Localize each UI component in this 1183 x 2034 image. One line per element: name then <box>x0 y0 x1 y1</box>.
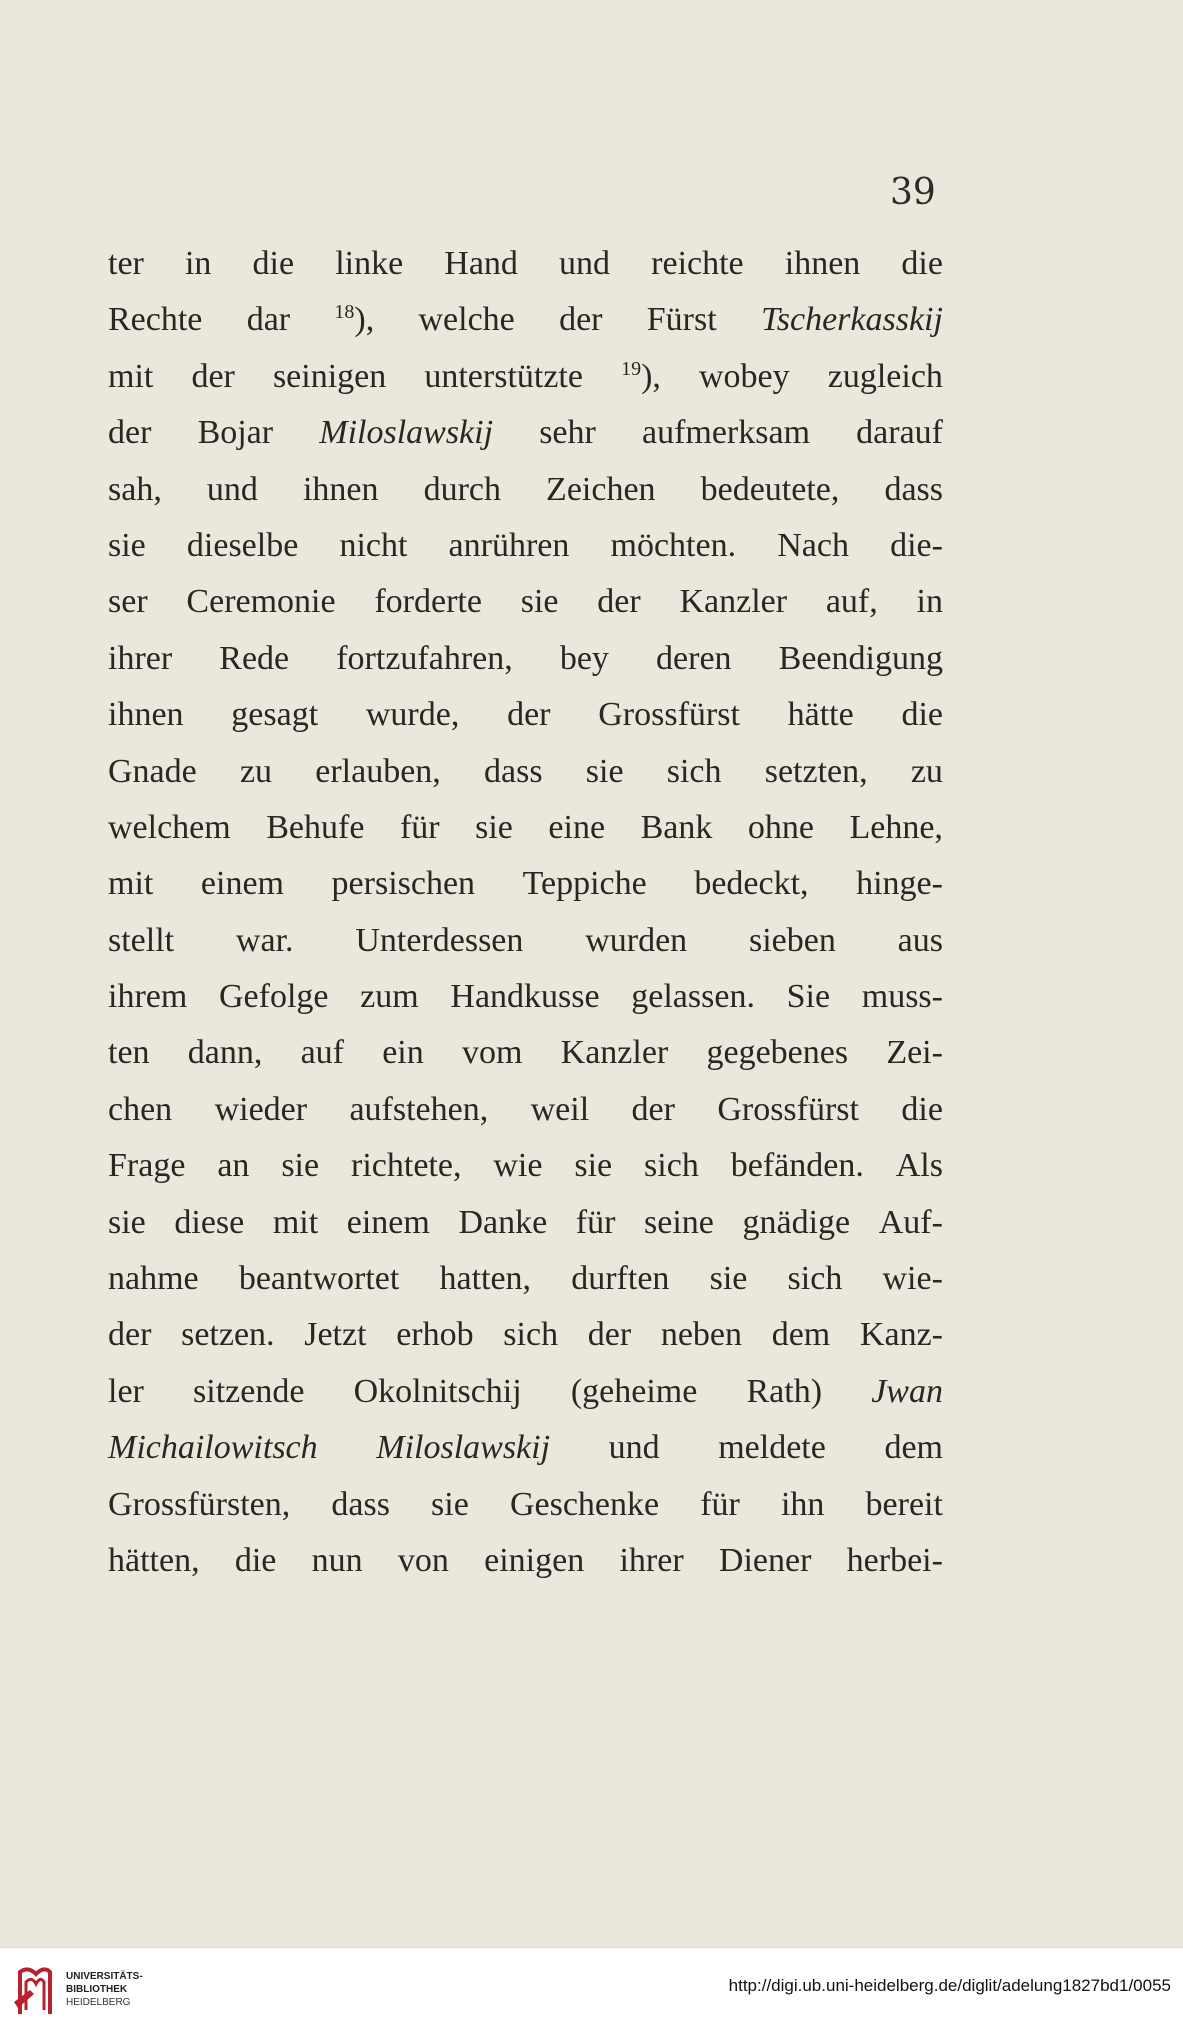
word: erhob <box>396 1316 474 1354</box>
word: der <box>559 301 603 339</box>
word: der <box>507 696 551 734</box>
word: setzten, <box>764 752 868 790</box>
word: nahme <box>108 1260 199 1298</box>
word: sitzende <box>193 1372 305 1410</box>
source-url[interactable]: http://digi.ub.uni-heidelberg.de/diglit/adelung1827bd1/0055 <box>728 1976 1171 1995</box>
word: Lehne, <box>849 808 943 846</box>
word: hätten, <box>108 1541 200 1579</box>
word: der <box>108 414 152 452</box>
word: sehr <box>539 414 596 452</box>
word: für <box>575 1203 616 1241</box>
word: persischen <box>331 865 476 903</box>
word: Beendigung <box>778 639 943 677</box>
word: Danke <box>458 1203 548 1241</box>
text-line <box>108 1138 943 1194</box>
word: Bojar <box>197 414 274 452</box>
text-line <box>108 744 943 800</box>
word: sah, <box>108 470 162 508</box>
word: muss- <box>861 978 943 1016</box>
word: Grossfürst <box>717 1090 859 1128</box>
word: möchten. <box>610 526 737 564</box>
text-line <box>108 1364 943 1420</box>
text-line <box>108 574 943 630</box>
word: Sie <box>786 978 831 1016</box>
word: ihrem <box>108 978 188 1016</box>
text-line <box>108 800 943 856</box>
word: Kanzler <box>679 583 788 621</box>
word: ihnen <box>302 470 379 508</box>
library-name-line3: HEIDELBERG <box>66 1997 131 2008</box>
word: die <box>234 1541 277 1579</box>
word: ter <box>108 245 144 282</box>
word: eine <box>548 808 606 846</box>
word: für <box>399 808 440 846</box>
word: ihn <box>780 1485 825 1523</box>
text-line <box>108 1420 943 1476</box>
word: meldete <box>718 1429 826 1467</box>
word: wieder <box>214 1090 308 1128</box>
text-line <box>108 687 943 743</box>
word: vom <box>461 1034 523 1072</box>
text-line <box>108 1082 943 1138</box>
word: und <box>559 245 611 282</box>
word: ihrer <box>108 639 173 677</box>
word: sie <box>108 1203 146 1241</box>
word: hinge- <box>856 865 943 903</box>
word: sie <box>585 752 624 790</box>
word: darauf <box>856 414 943 452</box>
word: dem <box>884 1429 943 1467</box>
word: weil <box>530 1090 590 1128</box>
word: von <box>397 1541 449 1579</box>
word: wobey <box>699 357 790 395</box>
word: Grossfürsten, <box>108 1485 291 1523</box>
word: Miloslawskij <box>319 414 494 452</box>
word: nun <box>311 1541 363 1579</box>
word: einem <box>346 1203 430 1241</box>
word: sie <box>475 808 513 846</box>
word: Ceremonie <box>186 583 336 621</box>
word: Kanz- <box>859 1316 943 1354</box>
text-line <box>108 969 943 1025</box>
word: dieselbe <box>186 526 299 564</box>
word: für <box>700 1485 740 1523</box>
word: linke <box>335 245 404 282</box>
word: war. <box>235 921 294 959</box>
text-line <box>108 292 943 348</box>
word: bedeutete, <box>700 470 840 508</box>
word: reichte <box>651 245 744 282</box>
word: hätte <box>787 696 854 734</box>
word: dann, <box>187 1034 263 1072</box>
word: einem <box>200 865 284 903</box>
word: auf, <box>825 583 878 621</box>
word: seinigen <box>272 357 387 395</box>
footnote-ref <box>334 292 354 348</box>
text-line <box>108 1533 943 1589</box>
word: sich <box>787 1260 843 1298</box>
library-name <box>66 1970 143 2009</box>
library-logo[interactable] <box>10 1962 170 2022</box>
text-line <box>108 1251 943 1307</box>
word: wie- <box>882 1260 943 1298</box>
word: der <box>631 1090 675 1128</box>
word: neben <box>660 1316 743 1354</box>
word: Grossfürst <box>598 696 740 734</box>
word: ihnen <box>784 245 861 282</box>
footnote-group <box>621 349 661 405</box>
word: Nach <box>777 526 849 564</box>
word: der <box>597 583 641 621</box>
word: die <box>252 245 295 282</box>
word: der <box>191 357 235 395</box>
word: wie <box>493 1147 543 1185</box>
word: ihnen <box>108 696 184 734</box>
word: Als <box>895 1147 943 1185</box>
word: Zei- <box>886 1034 943 1072</box>
word: beantwortet <box>238 1260 400 1298</box>
word: sie <box>281 1147 320 1185</box>
word: ihrer <box>619 1541 684 1579</box>
text-line <box>108 856 943 912</box>
word: Miloslawskij <box>376 1429 551 1467</box>
word: Kanzler <box>560 1034 669 1072</box>
word: Unterdessen <box>355 921 524 959</box>
word: nicht <box>339 526 408 564</box>
text-line <box>108 236 943 292</box>
word: dass <box>884 470 943 508</box>
word: sie <box>108 526 146 564</box>
word: in <box>916 583 943 621</box>
word: dass <box>331 1485 390 1523</box>
word: Gnade <box>108 752 197 790</box>
word: Frage <box>108 1147 186 1185</box>
word: Fürst <box>646 301 717 339</box>
word: fortzufahren, <box>336 639 513 677</box>
word: mit <box>272 1203 319 1241</box>
word: zu <box>910 752 943 790</box>
word: einigen <box>484 1541 585 1579</box>
word: der <box>587 1316 632 1354</box>
library-name-line2: BIBLIOTHEK <box>66 1984 128 1995</box>
word: auf <box>300 1034 344 1072</box>
footer-bar <box>0 1947 1183 2034</box>
footnote-group <box>334 292 374 348</box>
word: zu <box>239 752 273 790</box>
word: aufstehen, <box>349 1090 489 1128</box>
word: Rechte <box>108 301 203 339</box>
word: diese <box>174 1203 245 1241</box>
body-text <box>108 236 943 1589</box>
word: durften <box>571 1260 670 1298</box>
word: Teppiche <box>522 865 647 903</box>
word: dar <box>246 301 291 339</box>
word: ler <box>108 1372 144 1410</box>
word: sich <box>644 1147 699 1185</box>
word: (geheime <box>570 1372 698 1410</box>
word: Auf- <box>878 1203 943 1241</box>
word: forderte <box>374 583 482 621</box>
footnote-number: 19 <box>621 357 642 380</box>
text-line <box>108 518 943 574</box>
word: wurde, <box>365 696 460 734</box>
word: wurden <box>585 921 688 959</box>
word: sie <box>431 1485 469 1523</box>
word: dem <box>771 1316 831 1354</box>
word: aufmerksam <box>641 414 811 452</box>
library-name-line1: UNIVERSITÄTS- <box>66 1971 143 1982</box>
word: chen <box>108 1090 173 1128</box>
word: herbei- <box>846 1541 943 1579</box>
word: Michailowitsch <box>108 1429 318 1467</box>
word: zugleich <box>827 357 943 395</box>
word: die- <box>890 526 943 564</box>
word: zum <box>360 978 419 1016</box>
word: die <box>901 1090 943 1128</box>
word: sie <box>709 1260 748 1298</box>
word: mit <box>108 357 154 395</box>
word: Jetzt <box>304 1316 367 1354</box>
word: seine <box>644 1203 714 1241</box>
word: ), <box>354 301 375 339</box>
word: bey <box>559 639 609 677</box>
word: Diener <box>718 1541 812 1579</box>
word: durch <box>423 470 501 508</box>
text-line <box>108 631 943 687</box>
text-line <box>108 1195 943 1251</box>
word: Jwan <box>871 1372 943 1410</box>
word: hatten, <box>439 1260 532 1298</box>
word: Geschenke <box>509 1485 660 1523</box>
text-line <box>108 349 943 405</box>
word: unterstützte <box>424 357 583 395</box>
word: Okolnitschij <box>353 1372 522 1410</box>
word: der <box>108 1316 152 1354</box>
word: Rath) <box>746 1372 823 1410</box>
university-seal-icon <box>10 1964 56 2016</box>
word: deren <box>656 639 732 677</box>
word: sieben <box>748 921 836 959</box>
word: Behufe <box>266 808 365 846</box>
word: die <box>901 245 943 282</box>
word: gnädige <box>742 1203 851 1241</box>
page-number: 39 <box>890 172 936 213</box>
word: Tscherkasskij <box>760 301 943 339</box>
word: bedeckt, <box>694 865 809 903</box>
word: anrühren <box>448 526 570 564</box>
word: ohne <box>747 808 814 846</box>
word: Gefolge <box>218 978 329 1016</box>
word: richtete, <box>351 1147 462 1185</box>
footnote-number: 18 <box>334 301 355 324</box>
word: ser <box>108 583 148 621</box>
word: gegebenes <box>706 1034 849 1072</box>
text-line <box>108 913 943 969</box>
word: befänden. <box>730 1147 864 1185</box>
word: setzen. <box>181 1316 275 1354</box>
word: Bank <box>640 808 713 846</box>
word: die <box>901 696 943 734</box>
word: Zeichen <box>546 470 656 508</box>
text-line <box>108 1477 943 1533</box>
word: sie <box>520 583 559 621</box>
word: sie <box>574 1147 613 1185</box>
word: ein <box>382 1034 424 1072</box>
text-line <box>108 1307 943 1363</box>
word: und <box>608 1429 660 1467</box>
word: in <box>184 245 212 282</box>
text-line <box>108 1025 943 1081</box>
word: Hand <box>444 245 518 282</box>
word: aus <box>897 921 943 959</box>
word: bereit <box>865 1485 943 1523</box>
word: gelassen. <box>631 978 755 1016</box>
word: dass <box>484 752 543 790</box>
word: sich <box>503 1316 559 1354</box>
word: an <box>217 1147 250 1185</box>
text-line <box>108 462 943 518</box>
word: stellt <box>108 921 175 959</box>
word: gesagt <box>231 696 319 734</box>
word: Rede <box>219 639 290 677</box>
footnote-ref <box>621 349 641 405</box>
word: Handkusse <box>450 978 600 1016</box>
word: ten <box>108 1034 150 1072</box>
word: sich <box>666 752 722 790</box>
word: mit <box>108 865 154 903</box>
word: welchem <box>108 808 231 846</box>
text-line <box>108 405 943 461</box>
word: welche <box>418 301 515 339</box>
word: erlauben, <box>315 752 441 790</box>
word: ), <box>641 357 661 395</box>
word: und <box>206 470 258 508</box>
